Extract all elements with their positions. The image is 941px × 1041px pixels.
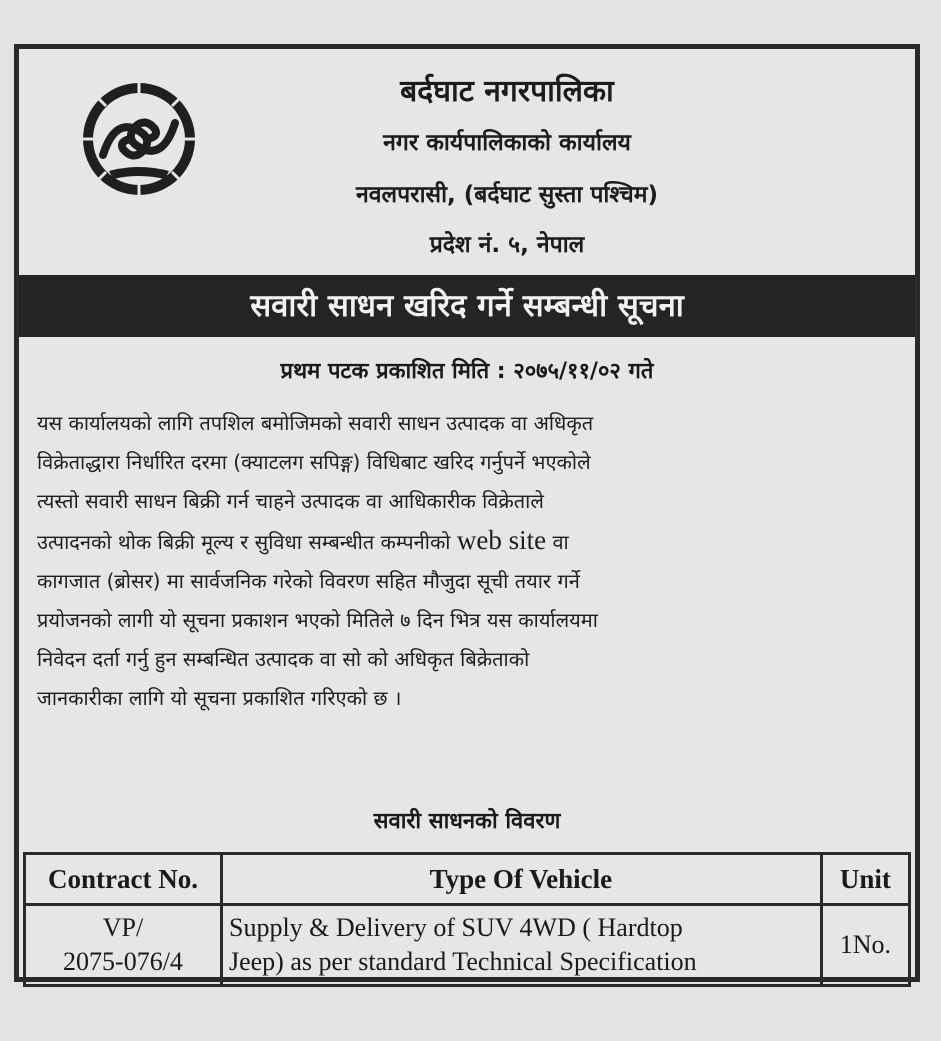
body-line: निवेदन दर्ता गर्नु हुन सम्बन्धित उत्पादक वा सो को अधिकृत बिक्रेताको (37, 647, 530, 671)
vehicle-type-cell (221, 905, 821, 986)
body-line: त्यस्तो सवारी साधन बिक्री गर्न चाहने उत्पादक वा आधिकारीक विक्रेताले (37, 489, 544, 513)
municipality-name: बर्दघाट नगरपालिका (400, 74, 614, 109)
table-header-row (25, 854, 910, 905)
website-term: web site (456, 525, 547, 555)
body-text-fragment: उत्पादनको थोक बिक्री मूल्य र सुविधा सम्बन्धीत कम्पनीको (37, 530, 451, 554)
province-line: प्रदेश नं. ५, नेपाल (429, 232, 585, 258)
body-line: कागजात (ब्रोसर) मा सार्वजनिक गरेको विवरण सहित मौजुदा सूची तयार गर्ने (37, 569, 580, 593)
vehicle-table (23, 852, 911, 987)
vehicle-type-line: Jeep) as per standard Technical Specification (228, 947, 697, 976)
body-line: प्रयोजनको लागी यो सूचना प्रकाशन भएको मितिले ७ दिन भित्र यस कार्यालयमा (37, 608, 598, 632)
contract-number-cell (25, 905, 222, 986)
body-line: यस कार्यालयको लागि तपशिल बमोजिमको सवारी साधन उत्पादक वा अधिकृत (37, 411, 594, 435)
vehicle-section-title: सवारी साधनको विवरण (373, 809, 561, 834)
office-name: नगर कार्यपालिकाको कार्यालय (383, 130, 631, 156)
body-line (37, 521, 903, 562)
unit-cell: 1No. (821, 905, 909, 986)
office-location: नवलपरासी, (बर्दघाट सुस्ता पश्चिम) (355, 182, 659, 208)
body-line: जानकारीका लागि यो सूचना प्रकाशित गरिएको छ । (37, 686, 402, 710)
column-header-vehicle-type: Type Of Vehicle (221, 854, 821, 905)
notice-title-banner: सवारी साधन खरिद गर्ने सम्बन्धी सूचना (19, 275, 915, 337)
body-text-fragment: वा (552, 530, 569, 554)
vehicle-type-line: Supply & Delivery of SUV 4WD ( Hardtop (228, 913, 683, 942)
column-header-unit: Unit (821, 854, 909, 905)
body-line: विक्रेताद्धारा निर्धारित दरमा (क्याटलग सपिङ्ग) विधिबाट खरिद गर्नुपर्ने भएकोले (37, 450, 591, 474)
column-header-contract: Contract No. (25, 854, 222, 905)
notice-header (19, 49, 915, 275)
table-row (25, 905, 910, 986)
notice-box (14, 44, 920, 982)
publication-date: प्रथम पटक प्रकाशित मिति : २०७५/११/०२ गते (280, 359, 654, 384)
contract-number-line: 2075-076/4 (63, 947, 183, 976)
notice-body (37, 404, 903, 718)
contract-number-line: VP/ (102, 913, 144, 942)
